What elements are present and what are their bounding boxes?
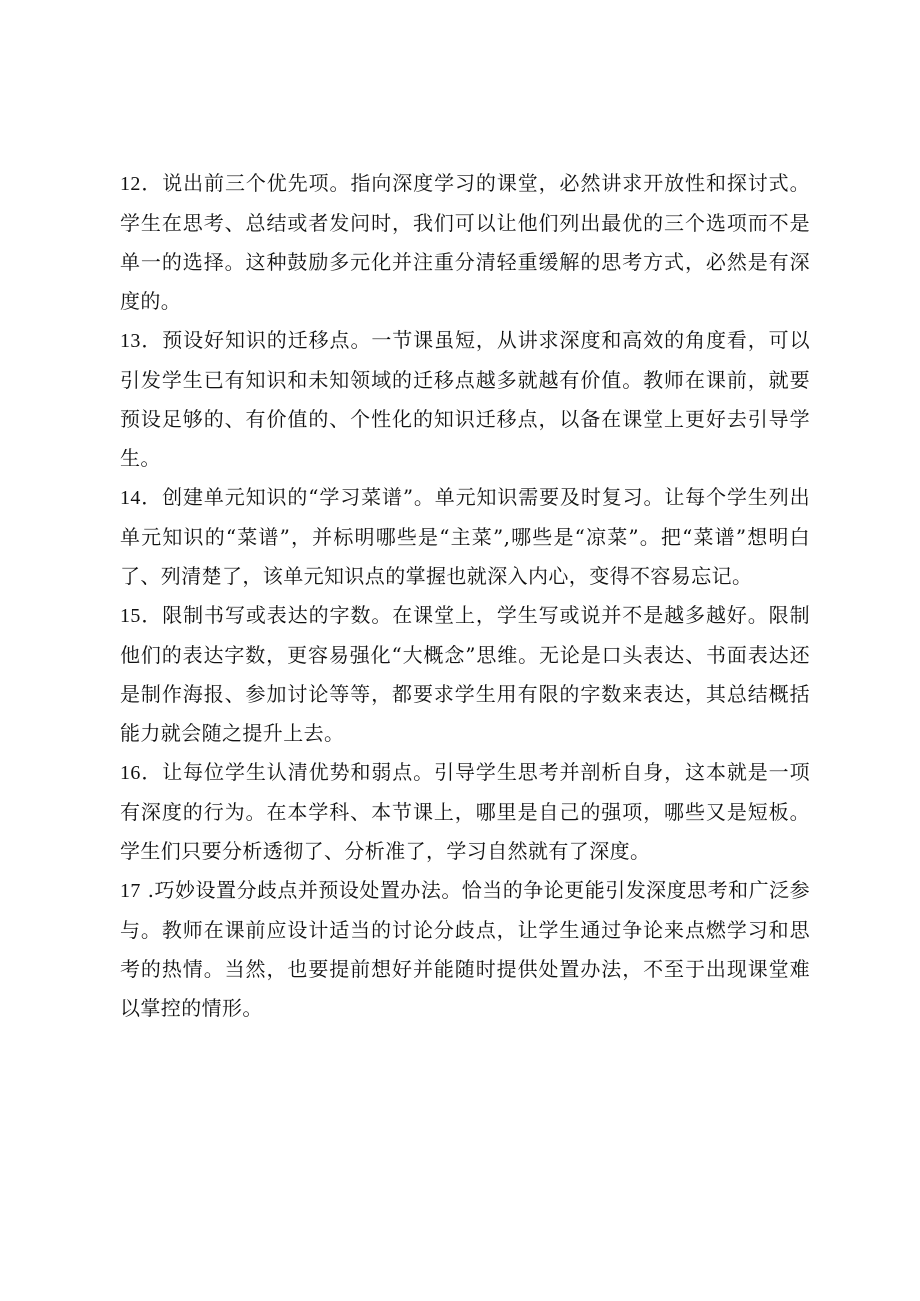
paragraph-number: 13 — [120, 330, 141, 352]
paragraph-text: ．限制书写或表达的字数。在课堂上，学生写或说并不是越多越好。限制他们的表达字数，更容易强化“大概念”思维。无论是口头表达、书面表达还是制作海报、参加讨论等等，都要求学生用有限的字数来表达，其总结概括能力就会随之提升上去。 — [120, 603, 810, 745]
paragraph-13 — [120, 321, 810, 478]
paragraph-number: 15 — [120, 605, 141, 627]
paragraph-number: 17 — [120, 880, 141, 902]
paragraph-14 — [120, 478, 810, 596]
paragraph-12 — [120, 164, 810, 321]
paragraph-number: 16 — [120, 762, 141, 784]
document-body — [120, 164, 810, 1028]
paragraph-text: ．说出前三个优先项。指向深度学习的课堂，必然讲求开放性和探讨式。学生在思考、总结或者发问时，我们可以让他们列出最优的三个选项而不是单一的选择。这种鼓励多元化并注重分清轻重缓解的思考方式，必然是有深度的。 — [120, 171, 810, 313]
paragraph-text: ．预设好知识的迁移点。一节课虽短，从讲求深度和高效的角度看，可以引发学生已有知识和未知领域的迁移点越多就越有价值。教师在课前，就要预设足够的、有价值的、个性化的知识迁移点，以备在课堂上更好去引导学生。 — [120, 328, 810, 470]
paragraph-17 — [120, 871, 810, 1028]
paragraph-15 — [120, 596, 810, 753]
paragraph-number: 12 — [120, 173, 141, 195]
paragraph-text: ．让每位学生认清优势和弱点。引导学生思考并剖析自身，这本就是一项有深度的行为。在本学科、本节课上，哪里是自己的强项，哪些又是短板。学生们只要分析透彻了、分析准了，学习自然就有了深度。 — [120, 760, 810, 863]
paragraph-text: .巧妙设置分歧点并预设处置办法。恰当的争论更能引发深度思考和广泛参与。教师在课前应设计适当的讨论分歧点，让学生通过争论来点燃学习和思考的热情。当然，也要提前想好并能随时提供处置办法，不至于出现课堂难以掌控的情形。 — [120, 878, 810, 1020]
paragraph-text: ．创建单元知识的“学习菜谱”。单元知识需要及时复习。让每个学生列出单元知识的“菜谱”，并标明哪些是“主菜”,哪些是“凉菜”。把“菜谱”想明白了、列清楚了，该单元知识点的掌握也就深入内心，变得不容易忘记。 — [120, 485, 810, 588]
paragraph-number: 14 — [120, 487, 141, 509]
paragraph-16 — [120, 753, 810, 871]
